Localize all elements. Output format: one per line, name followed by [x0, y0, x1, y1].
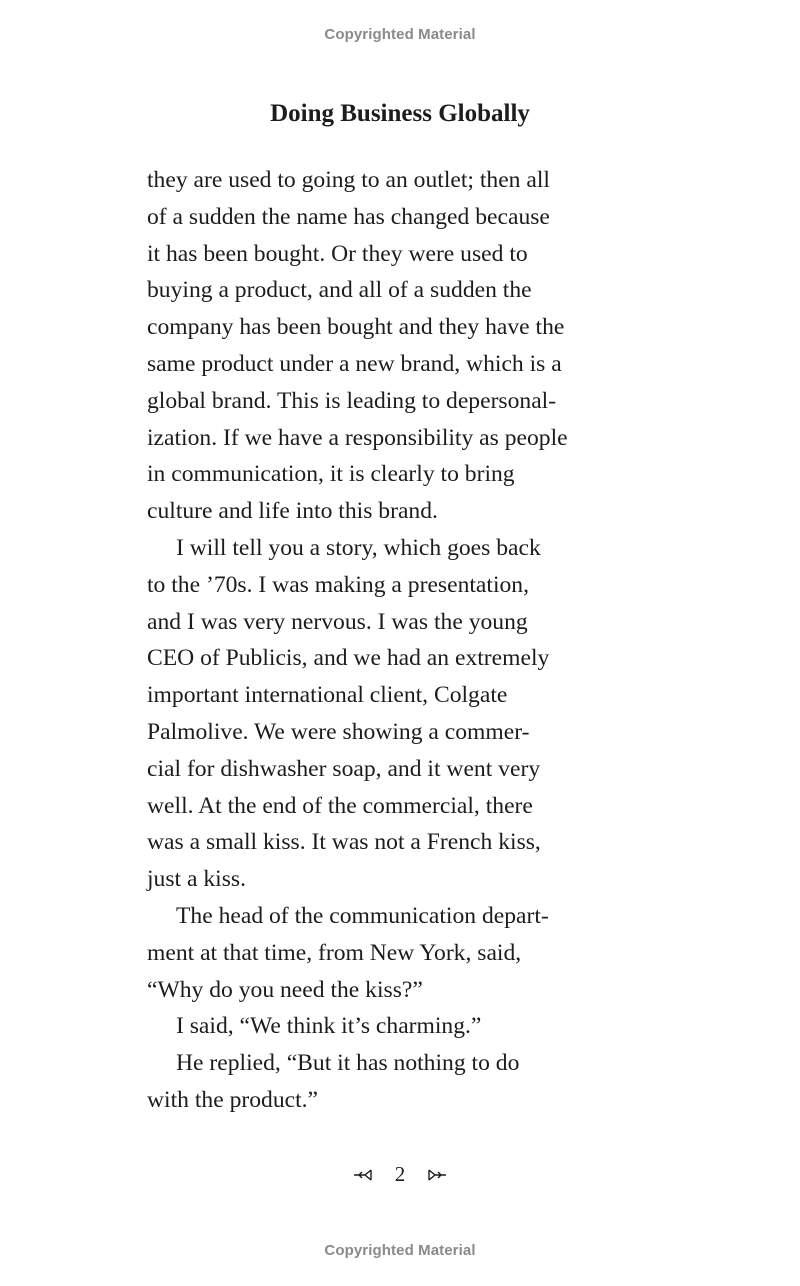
text-line: He replied, “But it has nothing to do — [176, 1050, 520, 1077]
text-line: company has been bought and they have the — [147, 314, 565, 341]
text-line: cial for dishwasher soap, and it went very — [147, 755, 541, 782]
text-line: ization. If we have a responsibility as people — [147, 424, 568, 451]
text-line: to the ’70s. I was making a presentation, — [147, 571, 529, 598]
text-line: I said, “We think it’s charming.” — [176, 1013, 482, 1040]
text-line: with the product.” — [147, 1086, 319, 1113]
text-line: well. At the end of the commercial, there — [147, 792, 533, 819]
text-line: just a kiss. — [147, 866, 246, 893]
text-line: global brand. This is leading to depersonal- — [147, 387, 557, 414]
text-line: of a sudden the name has changed because — [147, 203, 550, 230]
page-number: 2 — [394, 1162, 406, 1186]
text-line: ment at that time, from New York, said, — [147, 939, 522, 966]
text-line: Palmolive. We were showing a commer- — [147, 718, 530, 745]
watermark-top: Copyrighted Material — [324, 26, 476, 43]
text-line: CEO of Publicis, and we had an extremely — [147, 645, 550, 672]
body-text — [147, 162, 647, 1119]
text-line: I will tell you a story, which goes back — [176, 534, 541, 561]
right-fleuron-icon — [425, 1167, 447, 1183]
text-line: was a small kiss. It was not a French kiss, — [147, 829, 541, 856]
folio — [0, 1162, 800, 1187]
running-head: Doing Business Globally — [270, 100, 530, 127]
text-line: same product under a new brand, which is a — [147, 350, 562, 377]
text-line: The head of the communication depart- — [176, 902, 549, 929]
text-line: and I was very nervous. I was the young — [147, 608, 528, 635]
text-line: “Why do you need the kiss?” — [147, 976, 423, 1003]
left-fleuron-icon — [353, 1167, 375, 1183]
text-line: important international client, Colgate — [147, 682, 508, 709]
watermark-bottom: Copyrighted Material — [324, 1242, 476, 1259]
text-line: buying a product, and all of a sudden the — [147, 277, 532, 304]
text-line: it has been bought. Or they were used to — [147, 240, 528, 267]
text-line: culture and life into this brand. — [147, 498, 438, 525]
text-line: they are used to going to an outlet; then all — [147, 167, 550, 193]
text-line: in communication, it is clearly to bring — [147, 461, 515, 488]
